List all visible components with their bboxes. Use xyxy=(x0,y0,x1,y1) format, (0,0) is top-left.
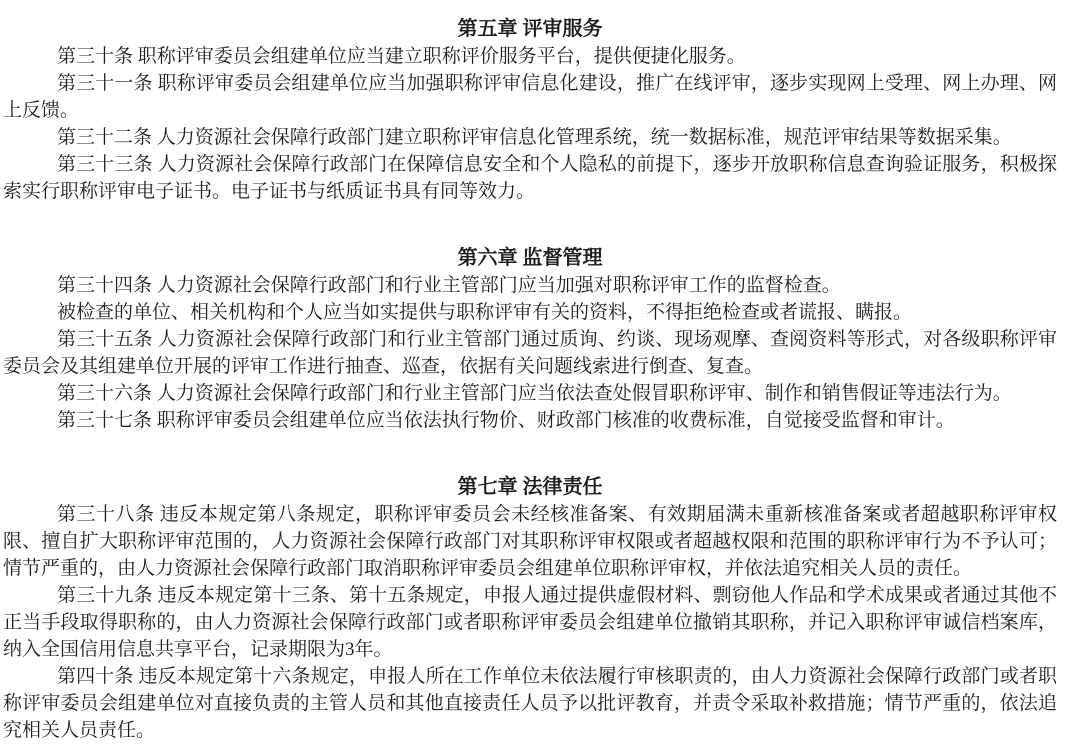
chapter-heading: 第七章 法律责任 xyxy=(457,476,603,498)
article-paragraph: 第三十条 职称评审委员会组建单位应当建立职称评价服务平台，提供便捷化服务。 xyxy=(57,46,746,67)
article-paragraph: 第三十四条 人力资源社会保障行政部门和行业主管部门应当加强对职称评审工作的监督检查。 xyxy=(57,275,841,296)
article-paragraph: 第三十八条 违反本规定第八条规定，职称评审委员会未经核准备案、有效期届满未重新核准备案或者超越职称评审权限、擅自扩大职称评审范围的，人力资源社会保障行政部门对其职称评审权限或者超越权限和范围的职称评审行为不予认可；情节严重的，由人力资源社会保障行政部门取消职称评审委员会组建单位职称评审权，并依法追究相关人员的责任。 xyxy=(3,504,1057,579)
article-paragraph: 第三十七条 职称评审委员会组建单位应当依法执行物价、财政部门核准的收费标准，自觉接受监督和审计。 xyxy=(57,410,955,431)
article-paragraph: 第三十六条 人力资源社会保障行政部门和行业主管部门应当依法查处假冒职称评审、制作和销售假证等违法行为。 xyxy=(57,383,1012,404)
article-paragraph: 第三十一条 职称评审委员会组建单位应当加强职称评审信息化建设，推广在线评审，逐步实现网上受理、网上办理、网上反馈。 xyxy=(3,73,1057,121)
chapter-section xyxy=(3,16,1057,205)
chapter-section xyxy=(3,245,1057,434)
article-paragraph: 第三十二条 人力资源社会保障行政部门建立职称评审信息化管理系统，统一数据标准，规范评审结果等数据采集。 xyxy=(57,127,1012,148)
article-paragraph: 第三十九条 违反本规定第十三条、第十五条规定，申报人通过提供虚假材料、剽窃他人作品和学术成果或者通过其他不正当手段取得职称的，由人力资源社会保障行政部门或者职称评审委员会组建单位撤销其职称，并记入职称评审诚信档案库，纳入全国信用信息共享平台，记录期限为3年。 xyxy=(3,585,1057,660)
article-paragraph: 第三十三条 人力资源社会保障行政部门在保障信息安全和个人隐私的前提下，逐步开放职称信息查询验证服务，积极探索实行职称评审电子证书。电子证书与纸质证书具有同等效力。 xyxy=(3,154,1057,202)
article-paragraph: 第三十五条 人力资源社会保障行政部门和行业主管部门通过质询、约谈、现场观摩、查阅资料等形式，对各级职称评审委员会及其组建单位开展的评审工作进行抽查、巡查，依据有关问题线索进行倒查、复查。 xyxy=(3,329,1057,377)
article-paragraph: 第四十条 违反本规定第十六条规定，申报人所在工作单位未依法履行审核职责的，由人力资源社会保障行政部门或者职称评审委员会组建单位对直接负责的主管人员和其他直接责任人员予以批评教育，并责令采取补救措施；情节严重的，依法追究相关人员责任。 xyxy=(3,666,1057,741)
chapter-section xyxy=(3,474,1057,744)
article-paragraph: 被检查的单位、相关机构和个人应当如实提供与职称评审有关的资料，不得拒绝检查或者谎报、瞒报。 xyxy=(57,302,913,323)
chapter-heading: 第六章 监督管理 xyxy=(457,247,603,269)
document-body xyxy=(3,16,1057,744)
chapter-heading: 第五章 评审服务 xyxy=(457,18,603,40)
